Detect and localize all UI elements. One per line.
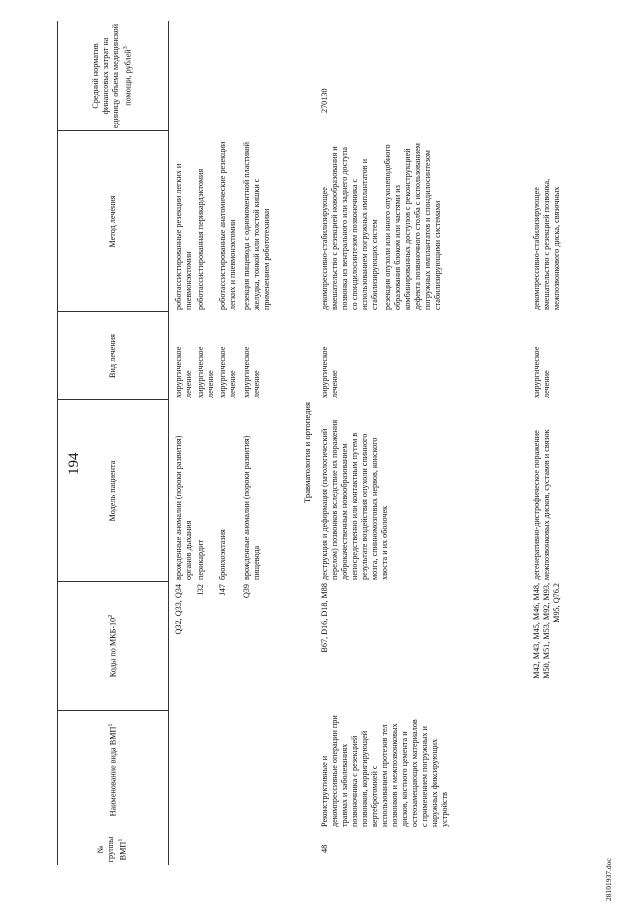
page-number: 194 <box>66 452 82 475</box>
treatment-type: хирургическое лечение <box>218 346 237 398</box>
col-divider <box>57 130 168 131</box>
icd-code: B67, D16, D18, M88 <box>320 583 329 653</box>
header-bottom-rule <box>168 21 169 865</box>
header-treatment-type: Вид лечения <box>107 334 117 378</box>
treatment-method-list <box>532 140 565 310</box>
icd-code: M42, M43, M45, M46, M48, M50, M51, M53, M92, M93, M95, Q76.2 <box>532 583 561 679</box>
document-code: 28101937.doc <box>604 858 613 901</box>
header-icd-codes: Коды по МКБ-$10^2$ <box>108 614 118 678</box>
header-vmp-name: Наименование вида ВМП$^1$ <box>108 723 118 817</box>
patient-model: деструкция и деформация (патологический перелом) позвонков вследствие их поражения доброкачественным новообразованием непосредственно или контактным путем в результате воздействия опухоли спинного мозга, спинномозговых нервов, конского хвоста и их оболочек <box>320 419 389 580</box>
treatment-type: хирургическое лечение <box>174 346 193 398</box>
treatment-type: хирургическое лечение <box>242 346 261 398</box>
vmp-name: Реконструктивные и декомпрессивные операции при травмах и заболеваниях позвоночника с резекцией позвонков, корригирующей вертебротомией с использованием протезов тел позвонков и межпозвонковых дисков, костного цемента и остеозамещающих материалов с применением погружных и наружных фиксирующих устройств <box>320 715 449 827</box>
icd-code: I32 <box>196 584 205 595</box>
patient-model: врожденные аномалии (пороки развития) органов дыхания <box>174 435 193 580</box>
patient-model: бронхоэктазия <box>218 529 227 580</box>
treatment-method-list <box>320 140 446 310</box>
treatment-type: хирургическое лечение <box>320 346 339 398</box>
section-title: Травматология и ортопедия <box>302 402 312 503</box>
icd-code: Q39 <box>242 584 251 599</box>
col-divider <box>57 399 168 400</box>
treatment-method: декомпрессивно-стабилизирующее вмешательство с резекцией новообразования и позвонка из вентрального или заднего доступа со спондилосинтезом позвоночника с использованием погружных имплантатов и стабилизирующих систем <box>320 146 379 310</box>
treatment-method: резекция опухоли или иного опухолеподобного образования блоком или частями из комбинированных доступов с реконструкцией дефекта позвоночного столба с использованием погружных имплантатов и спондилосинтезом стабилизирующими системами <box>383 143 442 310</box>
patient-model: дегенеративно-дистрофическое поражение межпозвонковых дисков, суставов и связок <box>532 429 551 580</box>
patient-model: врожденные аномалии (пороки развития) пищевода <box>242 435 261 580</box>
header-group-no: № группы ВМП$^1$ <box>96 836 128 863</box>
header-patient-model: Модель пациента <box>107 460 117 522</box>
col-divider <box>57 710 168 711</box>
treatment-type: хирургическое лечение <box>196 346 215 398</box>
avg-cost: 270130 <box>320 88 329 113</box>
treatment-method: декомпрессивно-стабилизирующее вмешательство с резекцией позвонка, межпозвонкового диска, связочных <box>532 178 561 310</box>
icd-code: Q32, Q33, Q34 <box>174 584 183 635</box>
treatment-method: резекция пищевода с одномоментной пластикой желудка, тонкой или толстой кишки с применением робототехники <box>242 141 271 310</box>
col-divider <box>57 581 168 582</box>
group-number: 48 <box>320 844 329 853</box>
treatment-method: роботассистированные анатомические резекции легких и пневмонэктомии <box>218 141 237 310</box>
treatment-type: хирургическое лечение <box>532 346 551 398</box>
treatment-method: роботассистированные резекции легких и пневмонэктомии <box>174 163 193 310</box>
header-treatment-method: Метод лечения <box>107 195 117 248</box>
icd-code: J47 <box>218 584 227 596</box>
patient-model: перикардит <box>196 539 205 580</box>
col-divider <box>57 311 168 312</box>
treatment-method: роботассистированная перикардэктомия <box>196 168 205 310</box>
header-avg-cost: Средний норматив финансовых затрат на единицу объема медицинской помощи, рублей$^3$ <box>91 23 133 129</box>
